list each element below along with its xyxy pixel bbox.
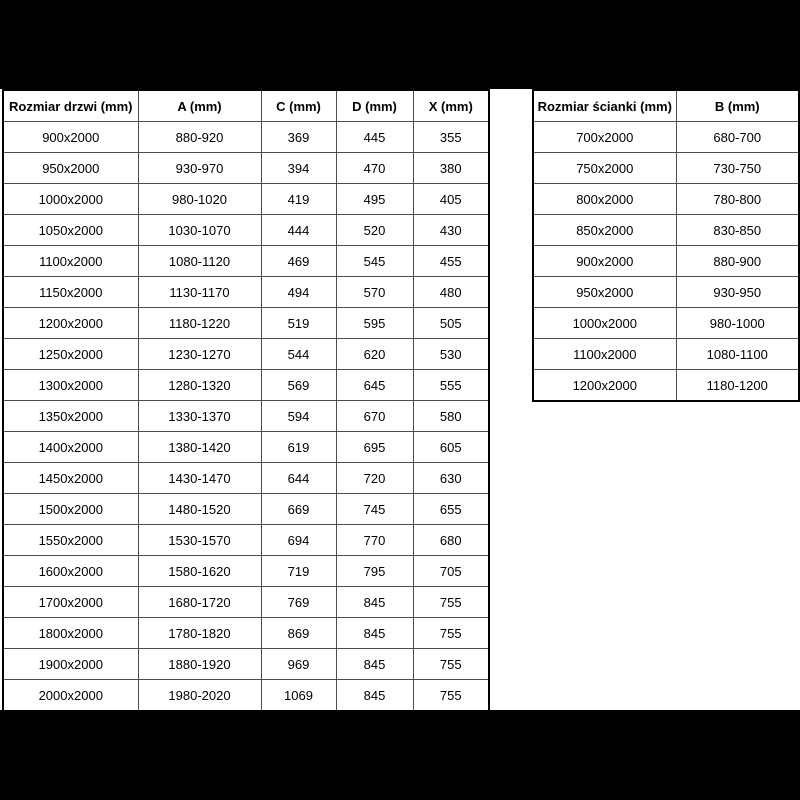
table-cell: 980-1020 <box>138 184 261 215</box>
table-cell: 394 <box>261 153 336 184</box>
table-row <box>533 308 799 339</box>
table-cell: 580 <box>413 401 489 432</box>
table-cell: 1030-1070 <box>138 215 261 246</box>
table-cell: 1580-1620 <box>138 556 261 587</box>
table-cell: 745 <box>336 494 413 525</box>
table-header-row <box>3 90 489 122</box>
table-cell: 680-700 <box>676 122 799 153</box>
table-cell: 1000x2000 <box>3 184 138 215</box>
table-cell: 570 <box>336 277 413 308</box>
table-row <box>533 215 799 246</box>
table-cell: 669 <box>261 494 336 525</box>
table-cell: 845 <box>336 587 413 618</box>
table-cell: 770 <box>336 525 413 556</box>
table-cell: 695 <box>336 432 413 463</box>
table-row <box>3 184 489 215</box>
table-cell: 1300x2000 <box>3 370 138 401</box>
table-cell: 750x2000 <box>533 153 676 184</box>
table-row <box>3 494 489 525</box>
table-cell: 569 <box>261 370 336 401</box>
table-cell: 670 <box>336 401 413 432</box>
table-cell: 755 <box>413 587 489 618</box>
table-cell: 1450x2000 <box>3 463 138 494</box>
table-cell: 595 <box>336 308 413 339</box>
table-cell: 930-950 <box>676 277 799 308</box>
table-cell: 700x2000 <box>533 122 676 153</box>
table-cell: 755 <box>413 680 489 712</box>
column-header: Rozmiar drzwi (mm) <box>3 90 138 122</box>
table-cell: 900x2000 <box>3 122 138 153</box>
table-cell: 644 <box>261 463 336 494</box>
table-cell: 1500x2000 <box>3 494 138 525</box>
table-row <box>3 370 489 401</box>
table-cell: 519 <box>261 308 336 339</box>
table-row <box>3 463 489 494</box>
column-header: Rozmiar ścianki (mm) <box>533 90 676 122</box>
table-cell: 1350x2000 <box>3 401 138 432</box>
column-header: A (mm) <box>138 90 261 122</box>
table-cell: 969 <box>261 649 336 680</box>
table-cell: 795 <box>336 556 413 587</box>
table-cell: 1250x2000 <box>3 339 138 370</box>
table-row <box>3 308 489 339</box>
wall-panel-sizes-table <box>532 89 800 402</box>
table-cell: 1130-1170 <box>138 277 261 308</box>
table-cell: 430 <box>413 215 489 246</box>
table-cell: 1180-1220 <box>138 308 261 339</box>
table-cell: 705 <box>413 556 489 587</box>
table-cell: 1880-1920 <box>138 649 261 680</box>
table-cell: 620 <box>336 339 413 370</box>
table-cell: 1000x2000 <box>533 308 676 339</box>
table-cell: 469 <box>261 246 336 277</box>
table-cell: 505 <box>413 308 489 339</box>
table-cell: 1200x2000 <box>3 308 138 339</box>
table-cell: 605 <box>413 432 489 463</box>
table-cell: 850x2000 <box>533 215 676 246</box>
table-cell: 1780-1820 <box>138 618 261 649</box>
table-cell: 480 <box>413 277 489 308</box>
table-cell: 405 <box>413 184 489 215</box>
table-row <box>533 122 799 153</box>
table-cell: 530 <box>413 339 489 370</box>
table-cell: 950x2000 <box>533 277 676 308</box>
table-cell: 780-800 <box>676 184 799 215</box>
table-cell: 495 <box>336 184 413 215</box>
table-cell: 755 <box>413 649 489 680</box>
table-row <box>3 122 489 153</box>
table-cell: 1400x2000 <box>3 432 138 463</box>
table-cell: 1080-1120 <box>138 246 261 277</box>
table-cell: 555 <box>413 370 489 401</box>
table-row <box>3 277 489 308</box>
table-row <box>533 246 799 277</box>
table-header-row <box>533 90 799 122</box>
table-cell: 419 <box>261 184 336 215</box>
table-cell: 930-970 <box>138 153 261 184</box>
table-cell: 380 <box>413 153 489 184</box>
table-cell: 730-750 <box>676 153 799 184</box>
table-cell: 470 <box>336 153 413 184</box>
table-row <box>3 432 489 463</box>
table-cell: 769 <box>261 587 336 618</box>
table-cell: 520 <box>336 215 413 246</box>
table-row <box>533 339 799 370</box>
column-header: C (mm) <box>261 90 336 122</box>
table-cell: 880-900 <box>676 246 799 277</box>
table-cell: 1430-1470 <box>138 463 261 494</box>
table-row <box>3 618 489 649</box>
table-cell: 694 <box>261 525 336 556</box>
table-cell: 845 <box>336 618 413 649</box>
table-cell: 1150x2000 <box>3 277 138 308</box>
column-header: X (mm) <box>413 90 489 122</box>
table-row <box>3 587 489 618</box>
table-cell: 845 <box>336 649 413 680</box>
table-cell: 2000x2000 <box>3 680 138 712</box>
table-cell: 1480-1520 <box>138 494 261 525</box>
table-cell: 830-850 <box>676 215 799 246</box>
table-cell: 1180-1200 <box>676 370 799 402</box>
table-cell: 369 <box>261 122 336 153</box>
table-row <box>3 339 489 370</box>
column-header: B (mm) <box>676 90 799 122</box>
table-cell: 980-1000 <box>676 308 799 339</box>
table-cell: 950x2000 <box>3 153 138 184</box>
table-cell: 1230-1270 <box>138 339 261 370</box>
table-cell: 444 <box>261 215 336 246</box>
table-cell: 1069 <box>261 680 336 712</box>
table-cell: 1550x2000 <box>3 525 138 556</box>
top-black-band <box>0 0 800 89</box>
table-cell: 619 <box>261 432 336 463</box>
table-cell: 1600x2000 <box>3 556 138 587</box>
table-cell: 1900x2000 <box>3 649 138 680</box>
table-cell: 1050x2000 <box>3 215 138 246</box>
column-header: D (mm) <box>336 90 413 122</box>
table-row <box>3 215 489 246</box>
table-cell: 630 <box>413 463 489 494</box>
table-cell: 1100x2000 <box>3 246 138 277</box>
table-row <box>3 525 489 556</box>
table-cell: 655 <box>413 494 489 525</box>
table-cell: 1380-1420 <box>138 432 261 463</box>
table-cell: 719 <box>261 556 336 587</box>
table-cell: 869 <box>261 618 336 649</box>
table-row <box>533 184 799 215</box>
table-cell: 355 <box>413 122 489 153</box>
table-cell: 800x2000 <box>533 184 676 215</box>
table-cell: 1100x2000 <box>533 339 676 370</box>
table-row <box>533 370 799 402</box>
table-cell: 880-920 <box>138 122 261 153</box>
table-cell: 1980-2020 <box>138 680 261 712</box>
table-cell: 645 <box>336 370 413 401</box>
table-cell: 900x2000 <box>533 246 676 277</box>
table-cell: 845 <box>336 680 413 712</box>
table-row <box>3 649 489 680</box>
table-cell: 720 <box>336 463 413 494</box>
table-row <box>533 277 799 308</box>
table-cell: 1530-1570 <box>138 525 261 556</box>
table-cell: 1330-1370 <box>138 401 261 432</box>
table-cell: 1200x2000 <box>533 370 676 402</box>
table-cell: 1080-1100 <box>676 339 799 370</box>
table-cell: 680 <box>413 525 489 556</box>
table-cell: 455 <box>413 246 489 277</box>
table-row <box>3 246 489 277</box>
table-row <box>3 680 489 712</box>
table-cell: 755 <box>413 618 489 649</box>
table-row <box>3 401 489 432</box>
table-cell: 494 <box>261 277 336 308</box>
table-cell: 594 <box>261 401 336 432</box>
bottom-black-band <box>0 710 800 800</box>
table-cell: 545 <box>336 246 413 277</box>
table-cell: 544 <box>261 339 336 370</box>
table-cell: 1800x2000 <box>3 618 138 649</box>
table-cell: 1280-1320 <box>138 370 261 401</box>
table-row <box>3 153 489 184</box>
table-row <box>533 153 799 184</box>
table-cell: 1700x2000 <box>3 587 138 618</box>
table-cell: 445 <box>336 122 413 153</box>
table-cell: 1680-1720 <box>138 587 261 618</box>
door-sizes-table <box>2 89 490 712</box>
table-row <box>3 556 489 587</box>
